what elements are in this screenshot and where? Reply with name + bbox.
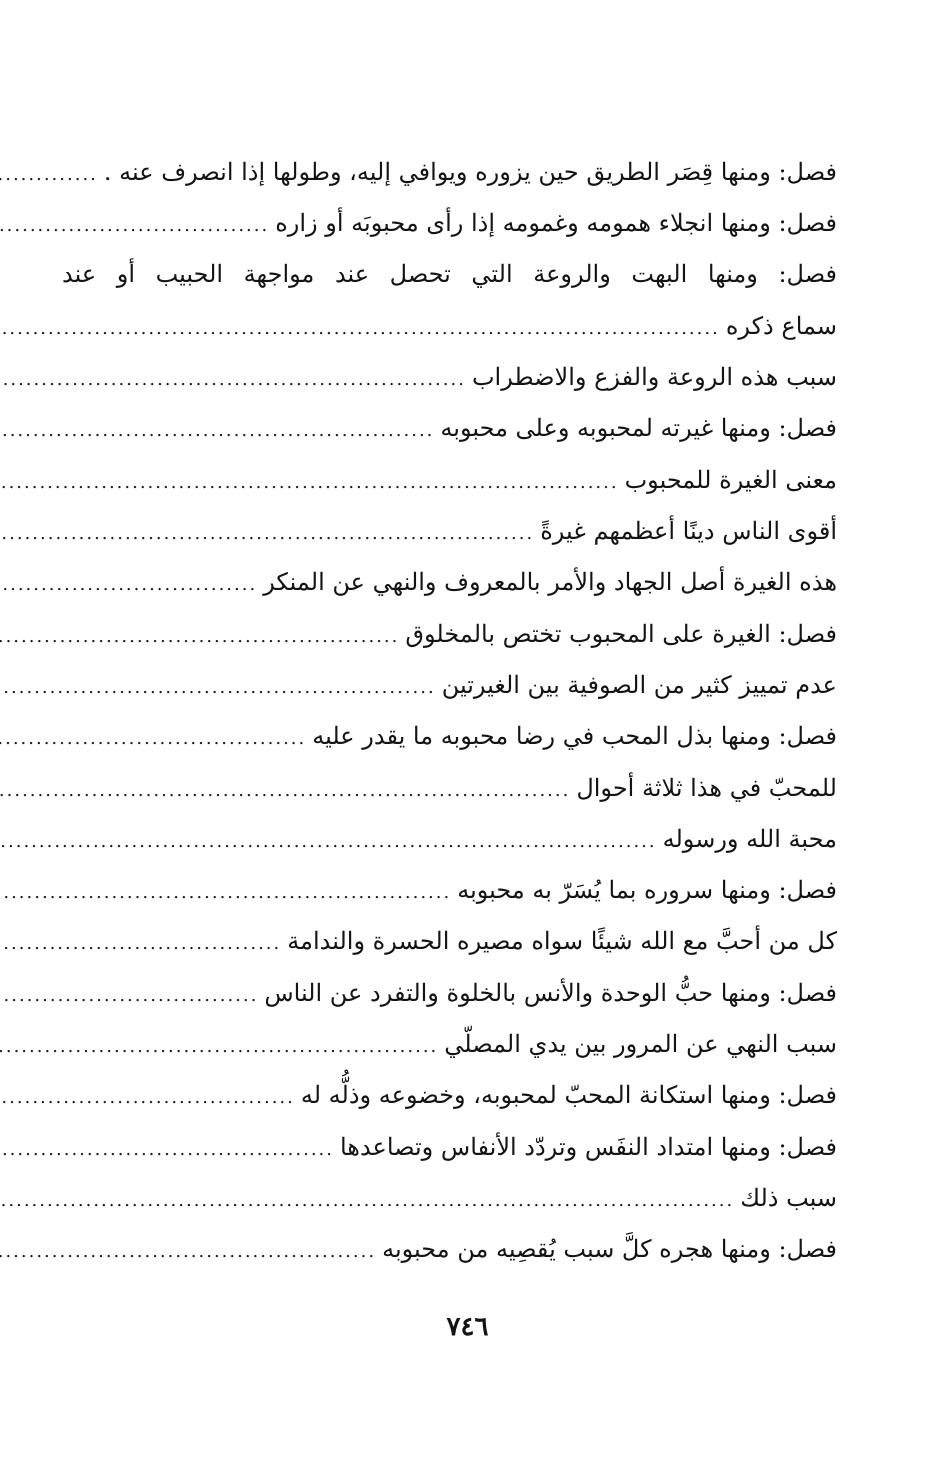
toc-entry xyxy=(62,249,837,300)
toc-entry xyxy=(62,300,837,351)
toc-entry-title: سبب ذلك xyxy=(740,1183,837,1212)
toc-entry-title: سماع ذكره xyxy=(725,311,837,340)
dot-leader xyxy=(0,1226,376,1277)
dot-leader xyxy=(0,662,436,713)
toc-entry xyxy=(62,710,837,761)
dot-leader xyxy=(0,303,720,354)
toc-entry xyxy=(62,967,837,1018)
toc-entry-title: للمحبّ في هذا ثلاثة أحوال xyxy=(576,773,837,802)
dot-leader xyxy=(0,816,657,867)
toc-entry xyxy=(62,915,837,966)
toc-entry xyxy=(62,454,837,505)
toc-entry-title: هذه الغيرة أصل الجهاد والأمر بالمعروف والنهي عن المنكر xyxy=(263,568,837,597)
dot-leader xyxy=(0,457,619,508)
dot-leader xyxy=(0,713,306,764)
dot-leader xyxy=(0,200,269,251)
toc-entry xyxy=(62,813,837,864)
toc-entry-title: فصل: ومنها بذل المحب في رضا محبوبه ما يقدر عليه xyxy=(312,722,837,751)
dot-leader xyxy=(0,508,534,559)
toc-entry xyxy=(62,351,837,402)
dot-leader xyxy=(0,559,257,610)
toc-entry-title: معنى الغيرة للمحبوب xyxy=(624,465,837,494)
toc-entry-title: فصل: ومنها قِصَر الطريق حين يزوره ويوافي إليه، وطولها إذا انصرف عنه . xyxy=(103,158,837,186)
page-number: ٧٤٦ xyxy=(446,1312,489,1342)
toc-entry xyxy=(62,402,837,453)
toc-entry xyxy=(62,1018,837,1069)
toc-entry-title: كل من أحبَّ مع الله شيئًا سواه مصيره الحسرة والندامة xyxy=(287,927,837,956)
dot-leader xyxy=(0,970,258,1021)
toc-entry-title: سبب هذه الروعة والفزع والاضطراب xyxy=(471,363,837,392)
toc-entry xyxy=(62,1121,837,1172)
dot-leader xyxy=(0,405,434,456)
toc-entry xyxy=(62,1069,837,1120)
toc-entry-title: سبب النهي عن المرور بين يدي المصلّي xyxy=(444,1030,837,1059)
toc-entry-title: فصل: ومنها هجره كلَّ سبب يُقصِيه من محبوبه xyxy=(382,1235,837,1264)
toc-entry xyxy=(62,1223,837,1274)
toc-entry xyxy=(62,864,837,915)
toc-entry xyxy=(62,659,837,710)
table-of-contents xyxy=(62,146,837,1275)
toc-entry xyxy=(62,505,837,556)
dot-leader xyxy=(0,1124,334,1175)
toc-entry-title: فصل: ومنها استكانة المحبّ لمحبوبه، وخضوعه وذلُّه له xyxy=(300,1081,837,1110)
toc-entry-title: أقوى الناس دينًا أعظمهم غيرةً xyxy=(540,517,837,546)
toc-entry xyxy=(62,608,837,659)
toc-entry xyxy=(62,146,837,197)
toc-entry xyxy=(62,762,837,813)
dot-leader xyxy=(0,1072,295,1123)
toc-entry-title: فصل: الغيرة على المحبوب تختص بالمخلوق xyxy=(405,619,837,648)
toc-entry xyxy=(62,197,837,248)
toc-entry xyxy=(62,1172,837,1223)
toc-entry-title: محبة الله ورسوله xyxy=(662,824,837,853)
dot-leader xyxy=(0,867,451,918)
dot-leader xyxy=(0,611,399,662)
toc-entry-title: فصل: ومنها امتداد النفَس وتردّد الأنفاس وتصاعدها xyxy=(339,1132,837,1161)
toc-entry-title: فصل: ومنها سروره بما يُسَرّ به محبوبه xyxy=(457,876,837,905)
toc-entry-title: فصل: ومنها انجلاء همومه وغمومه إذا رأى محبوبَه أو زاره xyxy=(275,209,837,238)
dot-leader xyxy=(0,765,570,816)
dot-leader xyxy=(0,918,281,969)
toc-entry-title: فصل: ومنها البهت والروعة التي تحصل عند مواجهة الحبيب أو عند xyxy=(62,259,837,288)
toc-entry-title: عدم تمييز كثير من الصوفية بين الغيرتين xyxy=(441,670,837,699)
dot-leader xyxy=(0,1021,438,1072)
toc-entry xyxy=(62,556,837,607)
dot-leader xyxy=(0,1175,734,1226)
toc-entry-title: فصل: ومنها غيرته لمحبوبه وعلى محبوبه xyxy=(440,414,837,443)
dot-leader xyxy=(0,354,466,405)
dot-leader xyxy=(0,149,98,200)
toc-entry-title: فصل: ومنها حبُّ الوحدة والأنس بالخلوة والتفرد عن الناس xyxy=(264,978,837,1007)
